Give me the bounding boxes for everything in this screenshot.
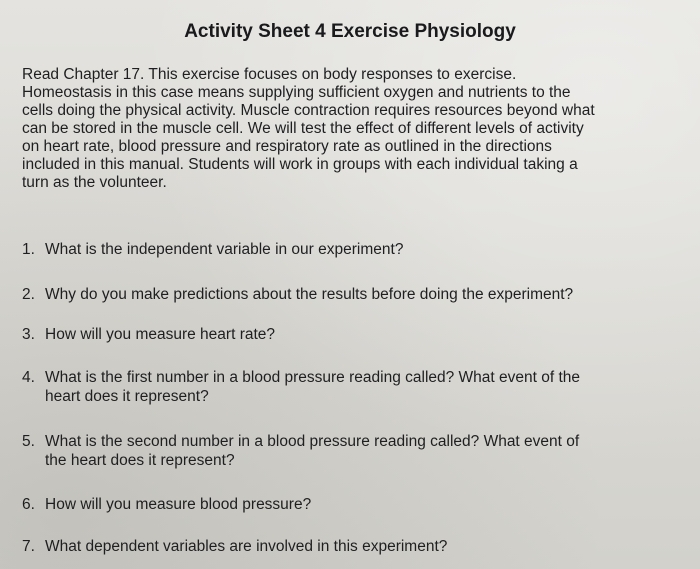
- question-text: [45, 285, 682, 304]
- question-text: [45, 325, 682, 344]
- question-line: the heart does it represent?: [45, 452, 235, 469]
- question-number: 7.: [22, 538, 35, 555]
- question-1: [22, 240, 682, 259]
- intro-line: included in this manual. Students will work in groups with each individual taking a: [22, 156, 578, 173]
- question-number: 4.: [22, 369, 35, 386]
- intro-line: on heart rate, blood pressure and respiratory rate as outlined in the directions: [22, 138, 552, 155]
- question-number: 6.: [22, 496, 35, 513]
- question-number: 5.: [22, 433, 35, 450]
- question-5: [22, 432, 682, 470]
- question-number: 1.: [22, 241, 35, 258]
- intro-paragraph: [22, 66, 694, 192]
- question-text: [45, 432, 682, 470]
- question-line: Why do you make predictions about the results before doing the experiment?: [45, 286, 574, 303]
- question-line: What is the first number in a blood pressure reading called? What event of the: [45, 369, 581, 386]
- question-line: How will you measure heart rate?: [45, 326, 276, 343]
- question-line: heart does it represent?: [45, 388, 209, 405]
- question-text: [45, 240, 682, 259]
- question-2: [22, 285, 682, 304]
- question-3: [22, 325, 682, 344]
- question-text: [45, 368, 682, 406]
- question-number: 3.: [22, 326, 35, 343]
- question-number: 2.: [22, 286, 35, 303]
- question-line: What is the second number in a blood pressure reading called? What event of: [45, 433, 580, 450]
- intro-line: cells doing the physical activity. Muscle contraction requires resources beyond what: [22, 102, 595, 119]
- intro-line: Read Chapter 17. This exercise focuses on body responses to exercise.: [22, 66, 517, 83]
- question-text: [45, 537, 682, 556]
- page-title: Activity Sheet 4 Exercise Physiology: [184, 21, 516, 42]
- intro-line: Homeostasis in this case means supplying sufficient oxygen and nutrients to the: [22, 84, 571, 101]
- question-4: [22, 368, 682, 406]
- question-text: [45, 495, 682, 514]
- question-line: What is the independent variable in our experiment?: [45, 241, 404, 258]
- intro-line: can be stored in the muscle cell. We will test the effect of different levels of activity: [22, 120, 584, 137]
- intro-line: turn as the volunteer.: [22, 174, 167, 191]
- question-6: [22, 495, 682, 514]
- question-line: What dependent variables are involved in this experiment?: [45, 538, 448, 555]
- question-7: [22, 537, 682, 556]
- question-line: How will you measure blood pressure?: [45, 496, 312, 513]
